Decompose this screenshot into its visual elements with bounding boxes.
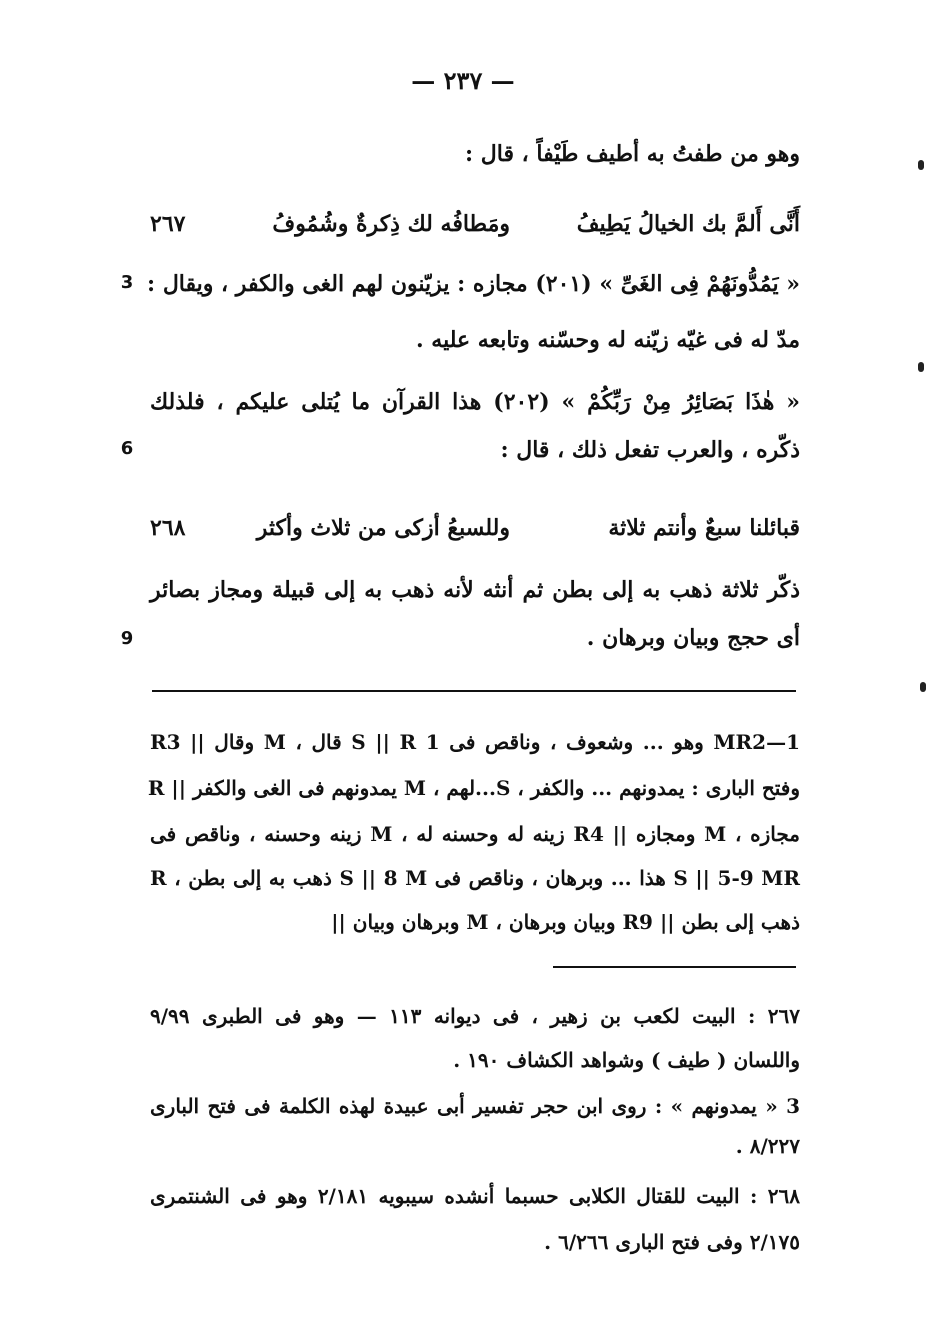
note-line: ٨/٢٢٧ . xyxy=(735,1134,800,1158)
note-line: 3 « يمدونهم » : روى ابن حجر تفسير أبى عبيدة لهذه الكلمة فى فتح البارى xyxy=(150,1094,800,1118)
verse-hemistich-left: وللسبعُ أزكى من ثلاث وأكثر xyxy=(256,515,510,541)
note-line: ٢/١٧٥ وفى فتح البارى ٦/٢٦٦ . xyxy=(544,1230,800,1254)
line-number: 6 xyxy=(120,438,134,459)
note-line: واللسان ( طيف ) وشواهد الكشاف ١٩٠ . xyxy=(453,1048,800,1072)
page-number: — ٢٣٧ — xyxy=(411,66,515,95)
apparatus-line: ذهب إلى بطن || R9 وبيان وبرهان ، M وبرهان وبيان || xyxy=(331,910,800,934)
apparatus-divider xyxy=(152,690,796,692)
body-line: أى حجج وبيان وبرهان . xyxy=(586,625,800,651)
verse-hemistich-right: قبائلنا سبعٌ وأنتم ثلاثة xyxy=(608,515,800,541)
body-line: ذكّره ، والعرب تفعل ذلك ، قال : xyxy=(500,437,800,463)
verse-number: ٢٦٨ xyxy=(150,515,186,541)
scan-mark xyxy=(918,362,924,372)
verse-hemistich-left: ومَطافُه لك ذِكرةٌ وشُمُوفُ xyxy=(272,211,510,237)
body-line: وهو من طفتُ به أطيف طَيْفاً ، قال : xyxy=(465,141,800,167)
body-line: « هٰذَا بَصَائِرُ مِنْ رَبِّكُمْ » (٢٠٢) هذا القرآن ما يُتلى عليكم ، فلذلك xyxy=(150,389,800,415)
verse-268 xyxy=(150,510,800,546)
apparatus-line: MR2—1 وهو ... وشعوف ، وناقص فى S || R 1 قال ، M وقال || R3 xyxy=(150,730,800,754)
line-number: 3 xyxy=(120,272,134,293)
scan-mark xyxy=(920,682,926,692)
scan-mark xyxy=(918,160,924,170)
apparatus-line: وفتح البارى : يمدونهم ... والكفر ، S...لهم ، M يمدونهم فى الغى والكفر || R xyxy=(147,776,800,800)
line-number: 9 xyxy=(120,628,134,649)
body-line: « يَمُدُّونَهُمْ فِى الغَىِّ » (٢٠١) مجازه : يزيّنون لهم الغى والكفر ، ويقال : xyxy=(147,271,800,297)
verse-267 xyxy=(150,206,800,242)
note-line: ٢٦٨ : البيت للقتال الكلابى حسبما أنشده سيبويه ٢/١٨١ وهو فى الشنتمرى xyxy=(150,1184,800,1208)
note-line: ٢٦٧ : البيت لكعب بن زهير ، فى ديوانه ١١٣ — وهو فى الطبرى ٩/٩٩ xyxy=(150,1004,800,1028)
apparatus-line: مجازه ، M ومجازه || R4 زينه له وحسنه له ، M زينه وحسنه ، وناقص فى xyxy=(150,822,801,846)
apparatus-line: S || 5-9 MR هذا ... وبرهان ، وناقص فى S || 8 M ذهب به إلى بطن ، R xyxy=(150,866,801,890)
verse-hemistich-right: أَنَّى أَلمَّ بك الخيالُ يَطِيفُ xyxy=(576,211,800,237)
body-line: مدّ له فى غيّه زيّنه له وحسّنه وتابعه عليه . xyxy=(415,327,800,353)
notes-divider xyxy=(553,966,796,968)
body-line: ذكّر ثلاثة ذهب به إلى بطن ثم أنثه لأنه ذهب به إلى قبيلة ومجاز بصائر xyxy=(150,577,800,603)
verse-number: ٢٦٧ xyxy=(150,211,186,237)
